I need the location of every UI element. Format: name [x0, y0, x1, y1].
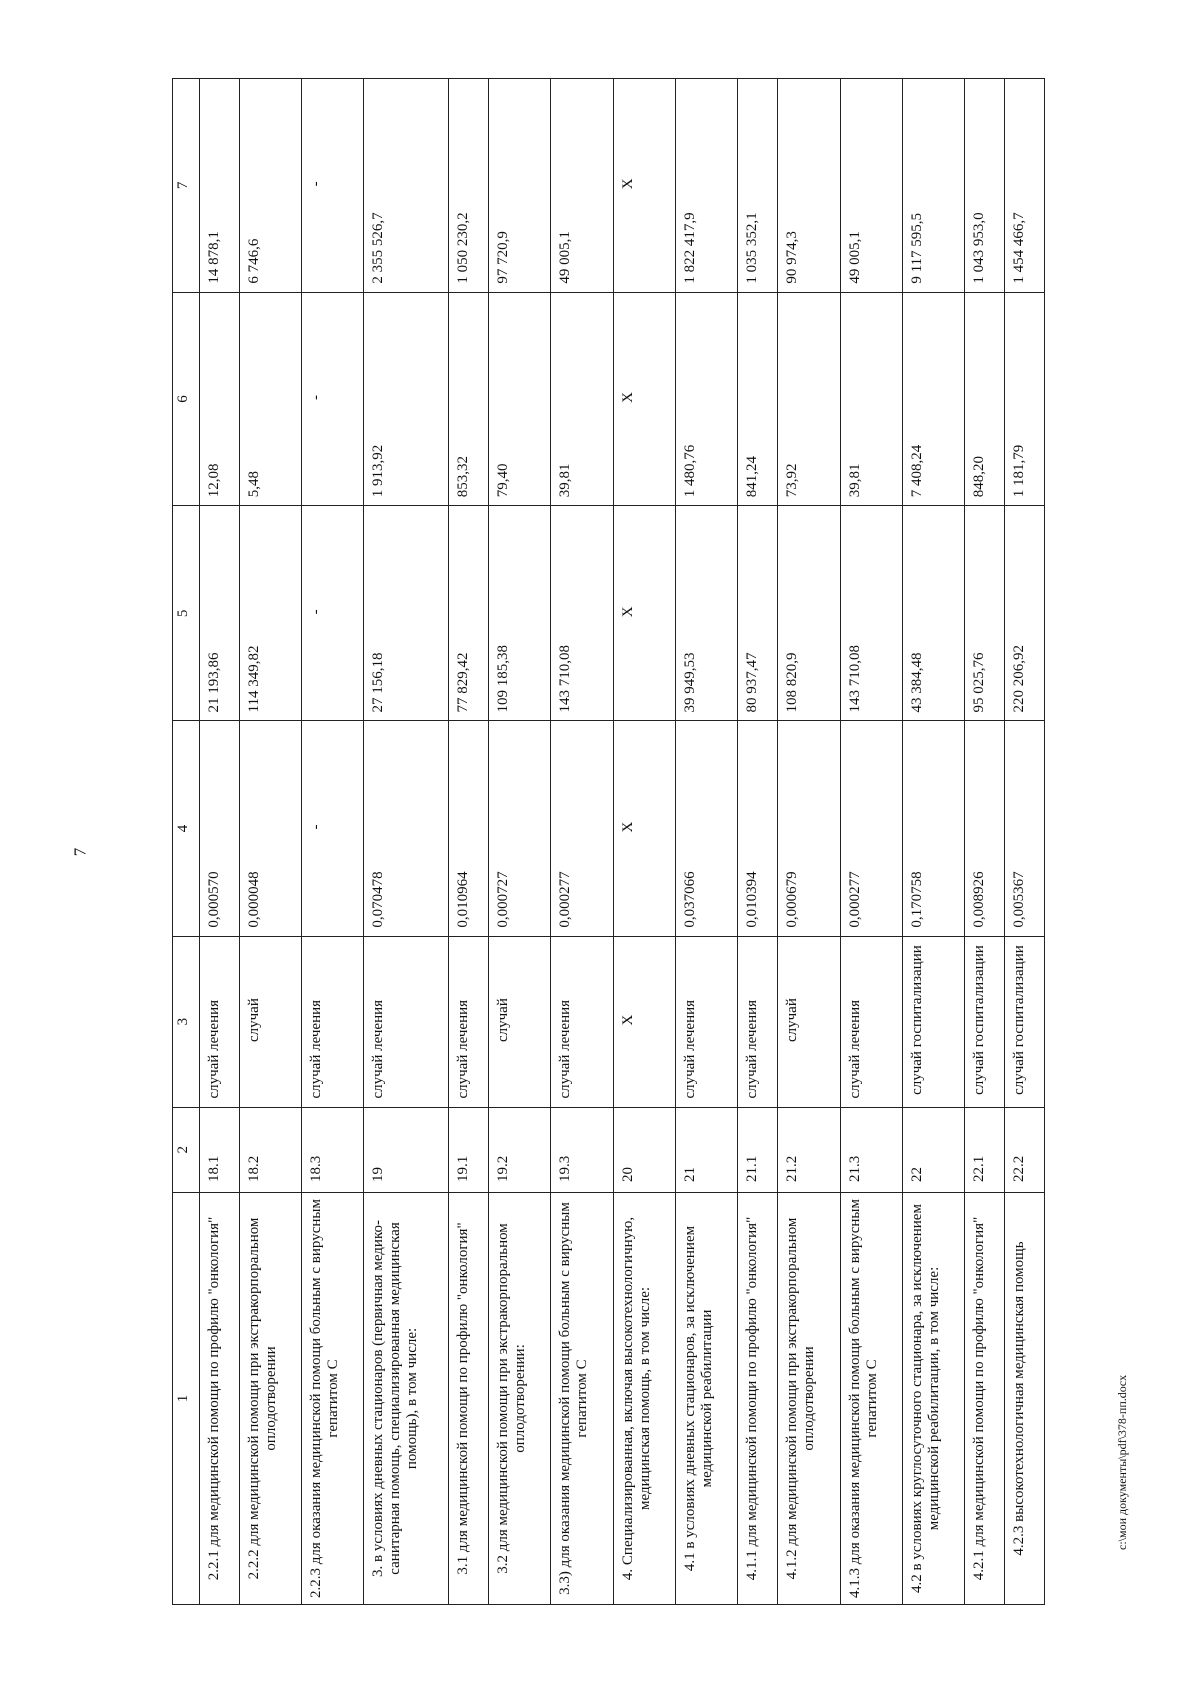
- column-header: 5: [173, 506, 200, 721]
- value-cell: -: [302, 506, 364, 721]
- value-cell: 1 181,79: [1005, 292, 1045, 506]
- value-cell: 848,20: [965, 292, 1005, 506]
- table-row: [302, 79, 364, 1605]
- value-cell: 7 408,24: [902, 292, 964, 506]
- row-number: 19.3: [551, 1107, 613, 1192]
- unit-cell: Х: [613, 936, 675, 1107]
- row-number: 22: [902, 1107, 964, 1192]
- value-cell: 0,000277: [551, 721, 613, 936]
- table-row: [778, 79, 840, 1605]
- value-cell: 79,40: [489, 292, 551, 506]
- table-row: [676, 79, 738, 1605]
- value-cell: 12,08: [200, 292, 240, 506]
- unit-cell: случай лечения: [200, 936, 240, 1107]
- value-cell: 39 949,53: [676, 506, 738, 721]
- value-cell: 73,92: [778, 292, 840, 506]
- value-cell: 841,24: [738, 292, 778, 506]
- unit-cell: случай лечения: [840, 936, 902, 1107]
- row-number: 21.1: [738, 1107, 778, 1192]
- value-cell: 1 050 230,2: [449, 79, 489, 293]
- unit-cell: случай лечения: [738, 936, 778, 1107]
- value-cell: 14 878,1: [200, 79, 240, 293]
- value-cell: 39,81: [840, 292, 902, 506]
- table-header-row: [173, 79, 200, 1605]
- value-cell: 1 035 352,1: [738, 79, 778, 293]
- row-description: 4.1 в условиях дневных стационаров, за исключением медицинской реабилитации: [676, 1192, 738, 1604]
- value-cell: 1 454 466,7: [1005, 79, 1045, 293]
- table-row: [551, 79, 613, 1605]
- value-cell: 143 710,08: [551, 506, 613, 721]
- footer-file-path: c:\мои документы\pdf\378-пп.docx: [1115, 1374, 1129, 1550]
- value-cell: 1 043 953,0: [965, 79, 1005, 293]
- table-row: [738, 79, 778, 1605]
- unit-cell: случай госпитализации: [902, 936, 964, 1107]
- column-header: 7: [173, 79, 200, 293]
- value-cell: Х: [613, 721, 675, 936]
- column-header: 6: [173, 292, 200, 506]
- row-description: 3.3) для оказания медицинской помощи больным с вирусным гепатитом С: [551, 1192, 613, 1604]
- row-description: 4.2 в условиях круглосуточного стационара, за исключением медицинской реабилитации, в том числе:: [902, 1192, 964, 1604]
- value-cell: 1 822 417,9: [676, 79, 738, 293]
- unit-cell: случай: [778, 936, 840, 1107]
- table-row: [902, 79, 964, 1605]
- data-table: [172, 78, 1045, 1605]
- table-row: [449, 79, 489, 1605]
- row-number: 19.1: [449, 1107, 489, 1192]
- row-number: 21.2: [778, 1107, 840, 1192]
- row-description: 4.2.3 высокотехнологичная медицинская помощь: [1005, 1192, 1045, 1604]
- row-number: 21.3: [840, 1107, 902, 1192]
- row-description: 3. в условиях дневных стационаров (первичная медико-санитарная помощь, специализированная медицинская помощь), в том числе:: [364, 1192, 449, 1604]
- row-number: 19.2: [489, 1107, 551, 1192]
- unit-cell: случай лечения: [676, 936, 738, 1107]
- table-row: [364, 79, 449, 1605]
- value-cell: 43 384,48: [902, 506, 964, 721]
- value-cell: 1 913,92: [364, 292, 449, 506]
- value-cell: 39,81: [551, 292, 613, 506]
- table-row: [200, 79, 240, 1605]
- value-cell: 0,000048: [239, 721, 301, 936]
- row-number: 18.1: [200, 1107, 240, 1192]
- value-cell: Х: [613, 292, 675, 506]
- value-cell: -: [302, 79, 364, 293]
- row-description: 2.2.3 для оказания медицинской помощи больным с вирусным гепатитом С: [302, 1192, 364, 1604]
- value-cell: 0,000727: [489, 721, 551, 936]
- row-number: 18.2: [239, 1107, 301, 1192]
- value-cell: 0,000277: [840, 721, 902, 936]
- value-cell: 27 156,18: [364, 506, 449, 721]
- value-cell: 0,000679: [778, 721, 840, 936]
- column-header: 3: [173, 936, 200, 1107]
- unit-cell: случай лечения: [302, 936, 364, 1107]
- unit-cell: случай госпитализации: [1005, 936, 1045, 1107]
- value-cell: 49 005,1: [840, 79, 902, 293]
- value-cell: 0,000570: [200, 721, 240, 936]
- row-description: 4.1.2 для медицинской помощи при экстракорпоральном оплодотворении: [778, 1192, 840, 1604]
- row-number: 20: [613, 1107, 675, 1192]
- value-cell: 0,010394: [738, 721, 778, 936]
- value-cell: 90 974,3: [778, 79, 840, 293]
- column-header: 2: [173, 1107, 200, 1192]
- value-cell: 0,010964: [449, 721, 489, 936]
- row-number: 21: [676, 1107, 738, 1192]
- value-cell: 6 746,6: [239, 79, 301, 293]
- row-description: 4.1.3 для оказания медицинской помощи больным с вирусным гепатитом С: [840, 1192, 902, 1604]
- row-number: 22.1: [965, 1107, 1005, 1192]
- value-cell: 77 829,42: [449, 506, 489, 721]
- value-cell: 95 025,76: [965, 506, 1005, 721]
- unit-cell: случай: [239, 936, 301, 1107]
- unit-cell: случай госпитализации: [965, 936, 1005, 1107]
- value-cell: 9 117 595,5: [902, 79, 964, 293]
- unit-cell: случай лечения: [364, 936, 449, 1107]
- value-cell: 109 185,38: [489, 506, 551, 721]
- value-cell: 21 193,86: [200, 506, 240, 721]
- value-cell: Х: [613, 506, 675, 721]
- value-cell: 108 820,9: [778, 506, 840, 721]
- table-row: [239, 79, 301, 1605]
- value-cell: 2 355 526,7: [364, 79, 449, 293]
- value-cell: 0,005367: [1005, 721, 1045, 936]
- value-cell: 853,32: [449, 292, 489, 506]
- row-number: 19: [364, 1107, 449, 1192]
- row-description: 2.2.1 для медицинской помощи по профилю "онкология": [200, 1192, 240, 1604]
- row-description: 3.1 для медицинской помощи по профилю "онкология": [449, 1192, 489, 1604]
- unit-cell: случай лечения: [551, 936, 613, 1107]
- table-row: [613, 79, 675, 1605]
- value-cell: 1 480,76: [676, 292, 738, 506]
- column-header: 1: [173, 1192, 200, 1604]
- row-number: 22.2: [1005, 1107, 1045, 1192]
- value-cell: 97 720,9: [489, 79, 551, 293]
- value-cell: 5,48: [239, 292, 301, 506]
- value-cell: 114 349,82: [239, 506, 301, 721]
- table-row: [489, 79, 551, 1605]
- unit-cell: случай: [489, 936, 551, 1107]
- value-cell: Х: [613, 79, 675, 293]
- table-container: [172, 78, 1045, 1605]
- row-number: 18.3: [302, 1107, 364, 1192]
- row-description: 4.2.1 для медицинской помощи по профилю "онкология": [965, 1192, 1005, 1604]
- unit-cell: случай лечения: [449, 936, 489, 1107]
- row-description: 4. Специализированная, включая высокотехнологичную, медицинская помощь, в том числе:: [613, 1192, 675, 1604]
- row-description: 4.1.1 для медицинской помощи по профилю "онкология": [738, 1192, 778, 1604]
- value-cell: -: [302, 721, 364, 936]
- row-description: 3.2 для медицинской помощи при экстракорпоральном оплодотворении:: [489, 1192, 551, 1604]
- value-cell: 0,037066: [676, 721, 738, 936]
- value-cell: 143 710,08: [840, 506, 902, 721]
- row-description: 2.2.2 для медицинской помощи при экстракорпоральном оплодотворении: [239, 1192, 301, 1604]
- page-number: 7: [70, 847, 90, 857]
- value-cell: 0,170758: [902, 721, 964, 936]
- value-cell: 0,008926: [965, 721, 1005, 936]
- value-cell: 0,070478: [364, 721, 449, 936]
- table-row: [1005, 79, 1045, 1605]
- table-row: [965, 79, 1005, 1605]
- table-row: [840, 79, 902, 1605]
- value-cell: 220 206,92: [1005, 506, 1045, 721]
- value-cell: 49 005,1: [551, 79, 613, 293]
- value-cell: 80 937,47: [738, 506, 778, 721]
- column-header: 4: [173, 721, 200, 936]
- value-cell: -: [302, 292, 364, 506]
